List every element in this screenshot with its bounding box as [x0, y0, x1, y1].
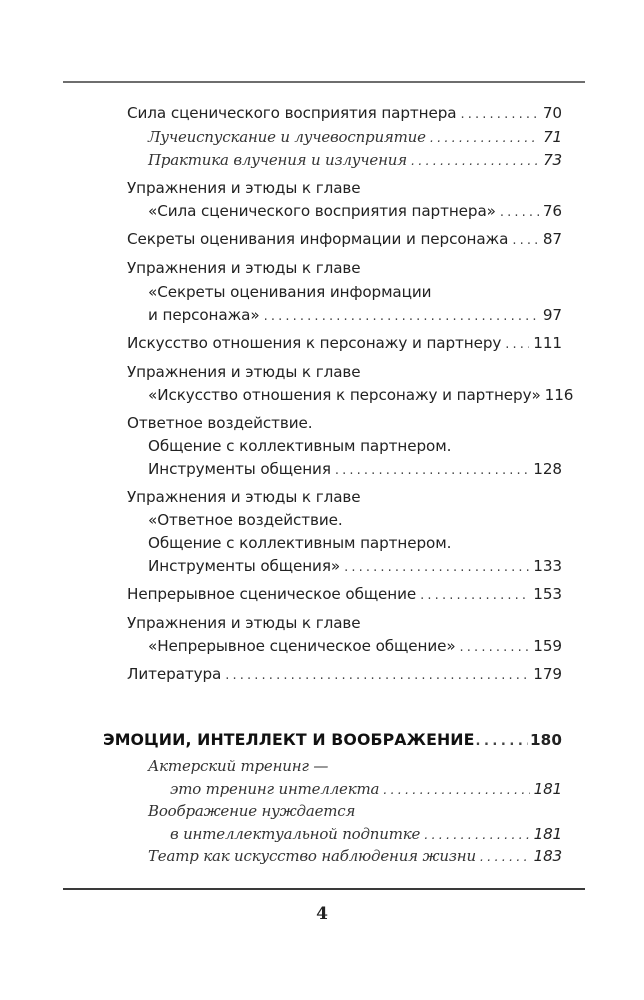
toc-entry-title: Упражнения и этюды к главе: [127, 614, 361, 632]
toc-entry-line[interactable]: [148, 801, 355, 821]
dot-leader: [476, 732, 528, 752]
toc-entry-line[interactable]: [127, 362, 361, 382]
toc-entry-page: 76: [542, 202, 562, 220]
toc-entry-line[interactable]: [148, 533, 451, 553]
dot-leader: [460, 105, 538, 125]
dot-leader: [383, 781, 529, 801]
toc-entry[interactable]: [127, 333, 562, 355]
toc-entry-line[interactable]: [127, 613, 361, 633]
toc-entry-title: Театр как искусство наблюдения жизни: [148, 847, 476, 865]
toc-entry-title: Секреты оценивания информации и персонажа: [127, 230, 509, 248]
toc-entry[interactable]: [148, 305, 562, 327]
toc-entry-title: Сила сценического восприятия партнера: [127, 104, 457, 122]
toc-entry-title: «Непрерывное сценическое общение»: [148, 637, 456, 655]
toc-entry-page: 87: [542, 230, 562, 248]
toc-entry-title: Упражнения и этюды к главе: [127, 259, 361, 277]
toc-entry-title: Инструменты общения»: [148, 557, 341, 575]
dot-leader: [335, 461, 529, 481]
toc-entry-title: и персонажа»: [148, 306, 260, 324]
toc-section-title: ЭМОЦИИ, ИНТЕЛЛЕКТ И ВООБРАЖЕНИЕ: [103, 730, 475, 749]
toc-entry-page: 183: [533, 847, 562, 865]
toc-entry-title: Искусство отношения к персонажу и партнеру: [127, 334, 502, 352]
toc-entry-line[interactable]: [148, 510, 343, 530]
toc-entry-page: 180: [529, 731, 562, 749]
toc-entry-line[interactable]: [127, 487, 361, 507]
toc-entry-title: Практика влучения и излучения: [148, 151, 407, 169]
toc-entry-page: 181: [533, 780, 562, 798]
toc-entry-line[interactable]: [127, 258, 361, 278]
page-number: 4: [316, 904, 328, 924]
toc-entry-page: 128: [533, 460, 562, 478]
toc-entry-title: Литература: [127, 665, 222, 683]
toc-entry[interactable]: [148, 385, 574, 407]
dot-leader: [344, 558, 529, 578]
dot-leader: [460, 638, 530, 658]
toc-entry-page: 70: [542, 104, 562, 122]
toc-entry-line[interactable]: [148, 436, 451, 456]
toc-entry-title: «Сила сценического восприятия партнера»: [148, 202, 496, 220]
dot-leader: [512, 231, 539, 251]
toc-entry-page: 116: [544, 386, 574, 404]
toc-entry-title: Упражнения и этюды к главе: [127, 179, 361, 197]
toc-entry-title: «Секреты оценивания информации: [148, 283, 432, 301]
toc-entry-title: Общение с коллективным партнером.: [148, 437, 452, 455]
toc-entry-page: 73: [543, 151, 562, 169]
toc-entry-line[interactable]: [148, 282, 431, 302]
toc-entry-page: 159: [533, 637, 562, 655]
toc-entry-line[interactable]: [148, 756, 328, 776]
toc-entry-title: Воображение нуждается: [148, 802, 356, 820]
toc-entry[interactable]: [127, 229, 562, 251]
toc-entry[interactable]: [148, 556, 562, 578]
dot-leader: [225, 666, 529, 686]
toc-entry-page: 111: [533, 334, 562, 352]
toc-entry-page: 71: [543, 128, 562, 146]
dot-leader: [420, 586, 529, 606]
toc-entry-title: Ответное воздействие.: [127, 414, 313, 432]
toc-entry[interactable]: [170, 779, 562, 801]
dot-leader: [411, 152, 539, 172]
footer-rule: [63, 888, 585, 890]
toc-entry-line[interactable]: [127, 178, 361, 198]
toc-entry-title: «Ответное воздействие.: [148, 511, 343, 529]
dot-leader: [500, 203, 539, 223]
header-rule: [63, 81, 585, 83]
toc-entry[interactable]: [170, 824, 562, 846]
dot-leader: [264, 307, 539, 327]
dot-leader: [430, 129, 539, 149]
toc-entry[interactable]: [148, 127, 562, 149]
dot-leader: [424, 826, 529, 846]
toc-entry-title: Инструменты общения: [148, 460, 331, 478]
dot-leader: [505, 335, 529, 355]
toc-entry[interactable]: [148, 201, 562, 223]
toc-entry-title: Непрерывное сценическое общение: [127, 585, 417, 603]
toc-entry[interactable]: [148, 636, 562, 658]
toc-entry-page: 179: [533, 665, 562, 683]
toc-entry-title: Упражнения и этюды к главе: [127, 488, 361, 506]
toc-entry[interactable]: [127, 664, 562, 686]
toc-entry-page: 97: [542, 306, 562, 324]
toc-entry[interactable]: [148, 150, 562, 172]
toc-entry[interactable]: [148, 846, 562, 868]
toc-entry-line[interactable]: [127, 413, 312, 433]
toc-entry[interactable]: [127, 584, 562, 606]
toc-entry-title: Упражнения и этюды к главе: [127, 363, 361, 381]
toc-entry-page: 153: [533, 585, 562, 603]
toc-entry-page: 133: [533, 557, 562, 575]
toc-entry[interactable]: [148, 459, 562, 481]
toc-entry-title: Лучеиспускание и лучевосприятие: [148, 128, 426, 146]
toc-entry-title: это тренинг интеллекта: [170, 780, 380, 798]
toc-entry-title: Актерский тренинг —: [148, 757, 329, 775]
toc-entry-page: 181: [533, 825, 562, 843]
dot-leader: [480, 848, 530, 868]
toc-entry[interactable]: [127, 103, 562, 125]
toc-entry-title: в интеллектуальной подпитке: [170, 825, 421, 843]
toc-section-heading[interactable]: [103, 730, 562, 752]
toc-entry-title: «Искусство отношения к персонажу и партнеру»: [148, 386, 541, 404]
toc-entry-title: Общение с коллективным партнером.: [148, 534, 452, 552]
